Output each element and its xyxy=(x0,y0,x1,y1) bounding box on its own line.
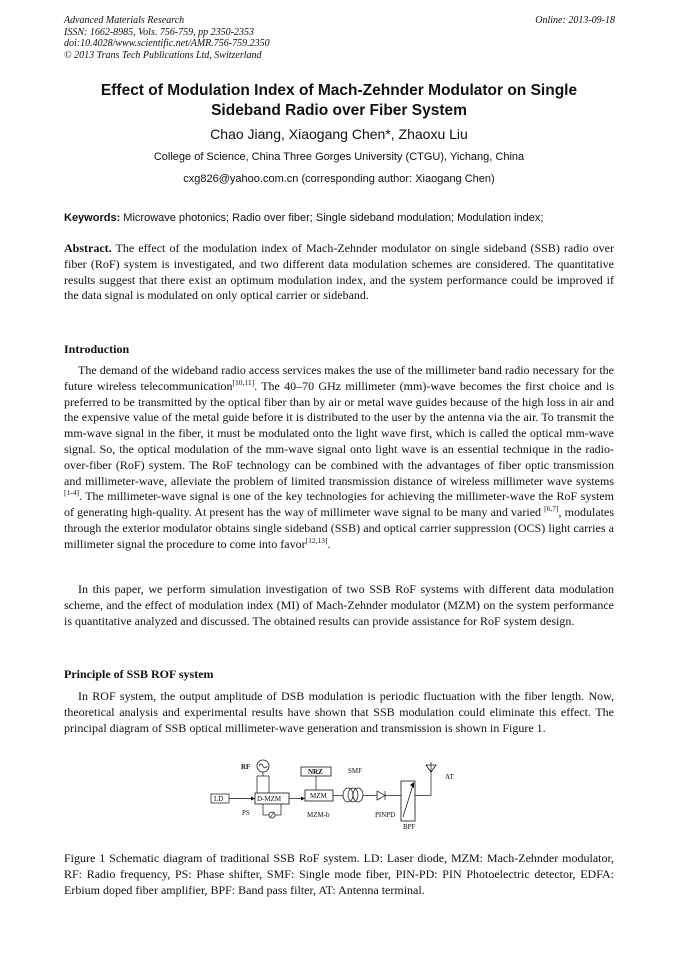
antenna-icon xyxy=(426,762,436,772)
journal-name: Advanced Materials Research xyxy=(64,15,185,26)
figure-caption: Figure 1 Schematic diagram of traditional SSB RoF system. LD: Laser diode, MZM: Mach-Zehnder modulator, RF: Radio frequency, PS: Phase shifter, SMF: Single mode fiber, PIN-PD: PIN Photoelectric detector, EDFA: Erbium doped fiber amplifier, BPF: Band pass filter, AT: Antenna terminal. xyxy=(64,851,614,897)
citation: [12,13] xyxy=(305,535,328,545)
sine-wave-glyph xyxy=(259,764,267,768)
intro-paragraph-1 xyxy=(64,363,614,553)
intro-paragraph-2: In this paper, we perform simulation investigation of two SSB RoF systems with different data modulation scheme, and the effect of modulation index (MI) of Mach-Zehnder modulator (MZM) on the system performance is quantitative analyzed and discussed. The obtained results can provide assistance for RoF system design. xyxy=(64,582,614,628)
fiber-coil-icon xyxy=(343,788,363,802)
keywords-text: Microwave photonics; Radio over fiber; Single sideband modulation; Modulation index; xyxy=(120,212,544,224)
nrz-label: NRZ xyxy=(308,768,323,776)
ld-label: LD xyxy=(214,795,224,803)
citation: [10,11] xyxy=(232,377,255,387)
section-heading-principle: Principle of SSB ROF system xyxy=(64,667,214,681)
doi-line: doi:10.4028/www.scientific.net/AMR.756-759.2350 xyxy=(64,38,270,49)
copyright-line: © 2013 Trans Tech Publications Ltd, Switzerland xyxy=(64,49,262,61)
contact-email: cxg826@yahoo.com.cn (corresponding author: Xiaogang Chen) xyxy=(183,173,495,185)
abstract xyxy=(64,241,614,304)
bpf-label: BPF xyxy=(403,823,416,829)
dmzm-label: D-MZM xyxy=(257,795,282,803)
paper-title: Effect of Modulation Index of Mach-Zehnder Modulator on Single Sideband Radio over Fiber System xyxy=(100,82,578,119)
author-list: Chao Jiang, Xiaogang Chen*, Zhaoxu Liu xyxy=(210,126,468,142)
figure-1-diagram xyxy=(205,757,475,829)
keywords xyxy=(64,212,624,224)
ps-label: PS xyxy=(242,809,250,817)
intro-text: . xyxy=(327,536,331,551)
bandpass-filter-icon xyxy=(401,781,415,821)
keywords-label: Keywords: xyxy=(64,212,121,224)
arrow-icon xyxy=(251,797,255,801)
section-heading-introduction: Introduction xyxy=(64,342,130,356)
at-label: AT xyxy=(445,773,454,781)
citation: [6,7] xyxy=(544,504,559,514)
arrow-icon xyxy=(301,797,305,801)
pinpd-label: PINPD xyxy=(375,811,396,819)
issn-line: ISSN: 1662-8985, Vols. 756-759, pp 2350-2353 xyxy=(64,26,254,38)
journal-header xyxy=(64,15,624,61)
rf-source xyxy=(241,760,269,793)
intro-text: . The 40–70 GHz millimeter (mm)-wave becomes the first choice and is preferred to be transmitted by the optical fiber than by air or metal wave guides because of the high loss in air and the expensive value of the metal guide before it is distributed to the user by the antenna via the air. To transmit the mm-wave signal in the fiber, it must be modulated onto the light wave first, which is called the optical mm-wave signal. So, the optical modulation of the mm-wave signal onto light wave is an essential technique in the radio-over-fiber (RoF) system. The RoF technology can be combined with the advantages of fiber optic transmission and millimeter-wave, alleviate the problem of limited transmission distance of wireless millimeter wave systems xyxy=(64,378,614,488)
mzm-b-label: MZM-b xyxy=(307,811,330,819)
intro-text: , modulates through the exterior modulator obtains single sideband (SSB) and optical carrier suppression (OCS) light carries a millimeter signal the procedure to come into favor xyxy=(64,505,614,551)
mzm-label: MZM xyxy=(310,792,327,800)
abstract-label: Abstract. xyxy=(64,241,112,255)
photodiode-icon xyxy=(377,791,385,800)
principle-paragraph-1: In ROF system, the output amplitude of DSB modulation is periodic fluctuation with the fiber length. Now, theoretical analysis and experimental results have shown that SSB modulation could eliminate this effect. The principal diagram of SSB optical millimeter-wave generation and transmission is shown in Figure 1. xyxy=(64,689,614,735)
smf-label: SMF xyxy=(348,767,363,775)
abstract-text: The effect of the modulation index of Mach-Zehnder modulator on single sideband (SSB) radio over fiber (RoF) system is investigated, and two different data modulation schemes are considered. The quantitative results suggest that there exist an optimum modulation index, and the system performance could be improved if the data signal is modulated on only optical carrier or sideband. xyxy=(64,241,614,303)
citation: [1-4] xyxy=(64,488,79,498)
online-date: Online: 2013-09-18 xyxy=(535,15,615,26)
intro-text: . The millimeter-wave signal is one of the key technologies for achieving the millimeter-wave the RoF system of generating high-quality. At present has the way of millimeter wave signal to be many and varied xyxy=(64,489,614,520)
affiliation: College of Science, China Three Gorges University (CTGU), Yichang, China xyxy=(153,151,525,163)
ssb-rof-schematic xyxy=(205,757,475,829)
rf-label: RF xyxy=(241,763,251,771)
intro-text: The demand of the wideband radio access services makes the use of the millimeter band radio necessary for the future wireless telecommunication xyxy=(64,363,614,393)
